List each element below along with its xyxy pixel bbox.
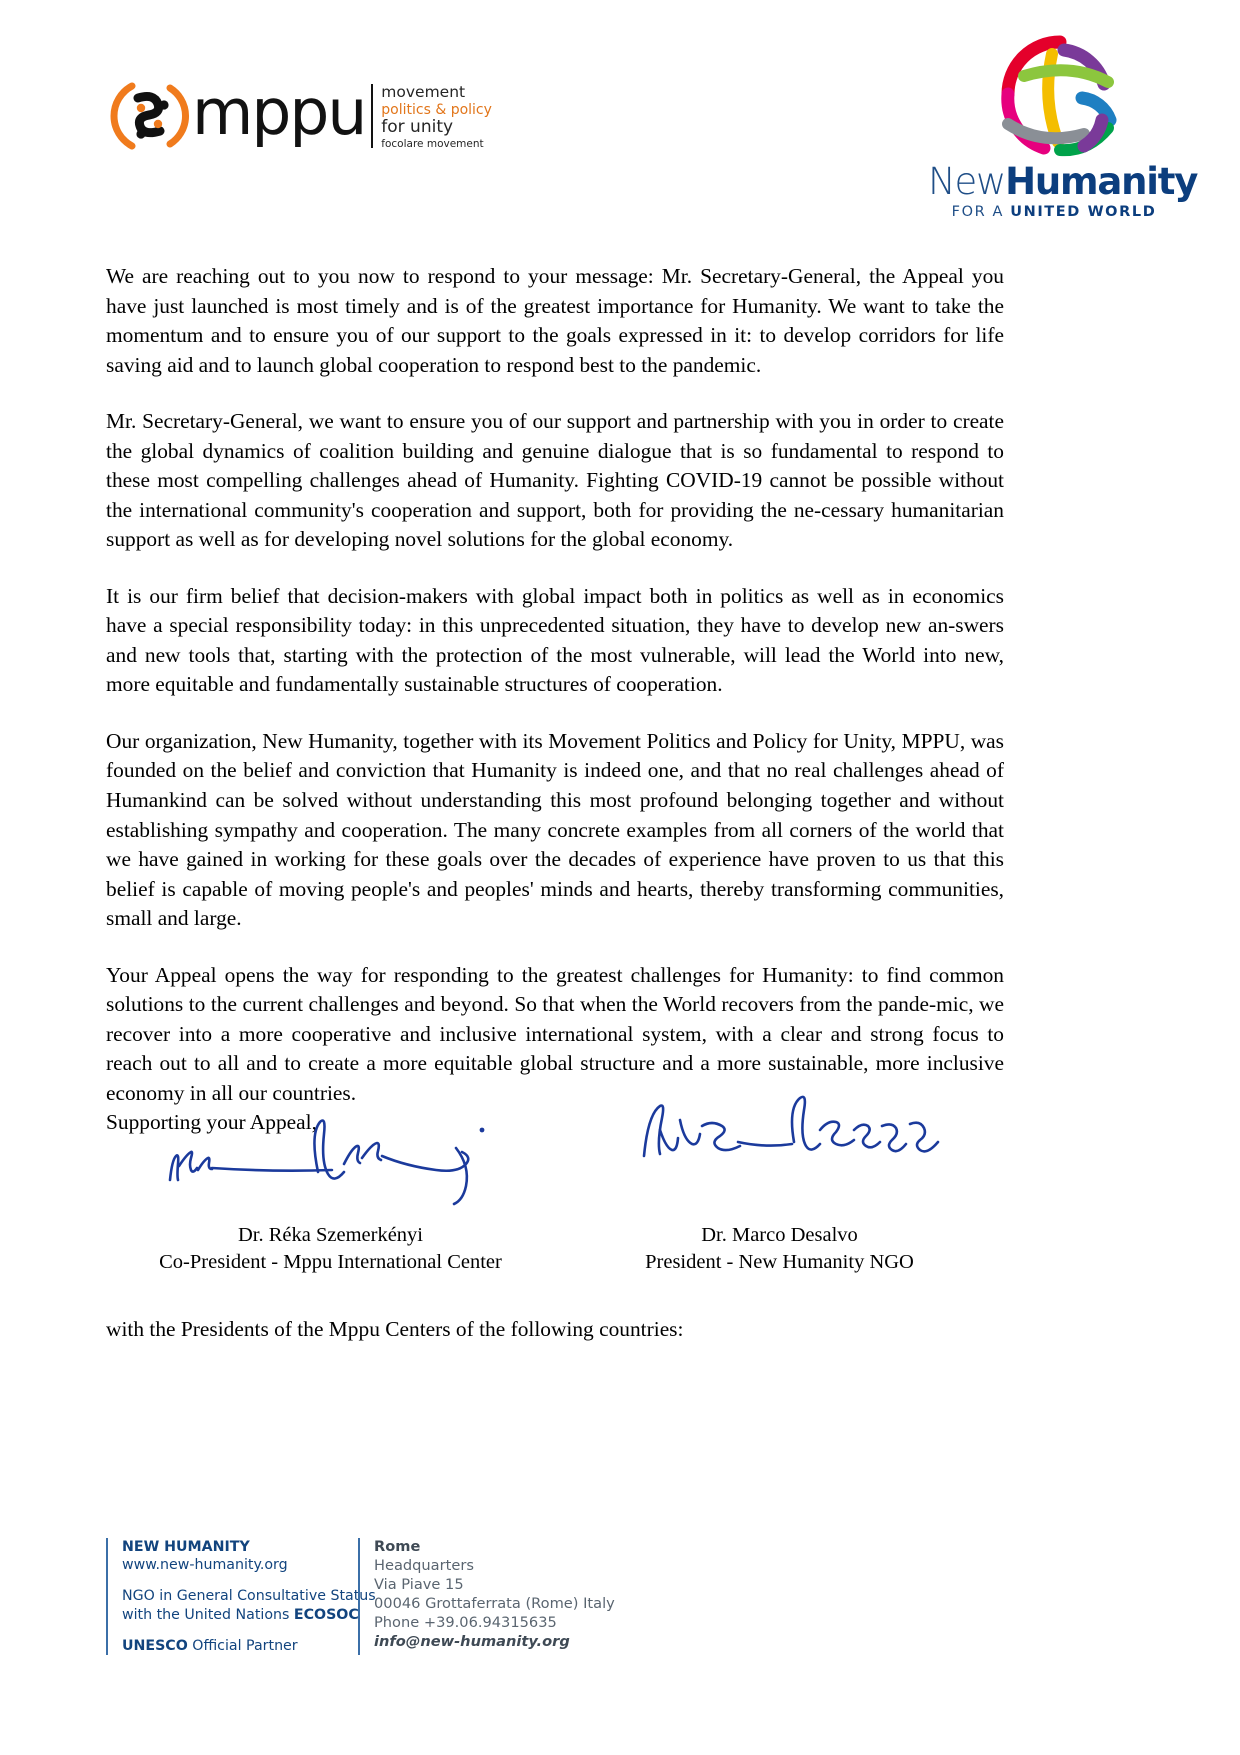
footer-status-ecosoc: ECOSOC [293, 1606, 359, 1623]
signatory-block [555, 1222, 1004, 1276]
footer-org-name: NEW HUMANITY [122, 1539, 250, 1555]
new-humanity-subtitle [928, 204, 1180, 220]
footer-status-line-2 [122, 1606, 359, 1624]
letter-paragraph: It is our firm belief that decision-makers with global impact both in politics as well as in economics have a special responsibility today: in this unprecedented situation, they have to develop new an-swers and new tools that, starting with the protection of the most vulnerable, will lead the World into new, more equitable and fundamentally sustainable structures of cooperation. [106, 583, 1004, 697]
mppu-tagline-line-1: movement [381, 82, 466, 101]
footer-status-line-2-plain: with the United Nations [122, 1606, 294, 1623]
mppu-logo [108, 78, 492, 154]
new-humanity-subtitle-light: FOR A [951, 204, 1011, 220]
mppu-wordmark: mppu [192, 76, 366, 150]
page-footer [106, 1538, 1106, 1655]
signatory-names [106, 1222, 1004, 1276]
letter-paragraph: Mr. Secretary-General, we want to ensure you of our support and partnership with you in order to create the global dynamics of coalition building and genuine dialogue that is so fundamental to respond to these most compelling challenges ahead of Humanity. Fighting COVID-19 cannot be possible without the international community's cooperation and support, both for providing the ne-cessary humanitarian support as well as for developing novel solutions for the global economy. [106, 409, 1004, 552]
signatory-name: Dr. Marco Desalvo [701, 1224, 858, 1246]
letter-paragraph: We are reaching out to you now to respond to your message: Mr. Secretary-General, the Appeal you have just launched is most timely and is of the greatest importance for Humanity. We want to take the momentum and to ensure you of our support to the goals expressed in it: to develop corridors for life saving aid and to launch global cooperation to respond best to the pandemic. [106, 264, 1004, 377]
footer-unesco-line [122, 1637, 338, 1655]
footer-org-website[interactable]: www.new-humanity.org [122, 1557, 288, 1574]
footer-address-email[interactable]: info@new-humanity.org [374, 1632, 570, 1650]
signatory-title: Co-President - Mppu International Center [159, 1251, 502, 1274]
footer-address-city: Rome [374, 1538, 421, 1555]
mppu-tagline-line-4: focolare movement [381, 137, 484, 150]
letter-paragraph: Your Appeal opens the way for responding to the greatest challenges for Humanity: to find common solutions to the current challenges and beyond. So that when the World recovers from the pande-mic, we recover into a more cooperative and inclusive international system, with a clear and strong focus to reach out to all and to create a more equitable global structure and a more sustainable, more inclusive economy in all our countries. [106, 962, 1004, 1105]
new-humanity-globe-icon [964, 28, 1144, 166]
mppu-tagline-line-2: politics & policy [381, 101, 492, 118]
footer-address-column [358, 1538, 704, 1655]
letter-body [106, 262, 1004, 1138]
footer-address-office: Headquarters [374, 1556, 474, 1574]
signatory-block [106, 1222, 555, 1276]
footer-status-line-1: NGO in General Consultative Status [122, 1588, 376, 1605]
letter-closing: Supporting your Appeal, [106, 1110, 317, 1135]
footer-address-street: Via Piave 15 [374, 1575, 464, 1593]
signature-marco-desalvo [626, 1090, 956, 1200]
footer-unesco-bold: UNESCO [122, 1637, 188, 1654]
footer-unesco-plain: Official Partner [187, 1637, 298, 1654]
footer-org-status [122, 1587, 376, 1623]
mppu-tagline-line-3: for unity [381, 117, 454, 138]
footer-address-phone: Phone +39.06.94315635 [374, 1613, 557, 1631]
letterhead [0, 0, 1240, 245]
new-humanity-subtitle-bold: UNITED WORLD [1010, 204, 1157, 220]
mppu-tagline [381, 82, 492, 150]
new-humanity-logo [928, 28, 1198, 220]
footer-org-identity [122, 1538, 338, 1574]
footer-org-unesco [122, 1637, 338, 1655]
signature-reka-szemerkenyi [146, 1108, 526, 1228]
signatory-title: President - New Humanity NGO [645, 1251, 914, 1274]
footer-address-locality: 00046 Grottaferrata (Rome) Italy [374, 1594, 615, 1612]
new-humanity-word-humanity: Humanity [1005, 160, 1198, 203]
new-humanity-word-new: New [928, 160, 1006, 203]
signatory-name: Dr. Réka Szemerkényi [237, 1224, 423, 1246]
new-humanity-wordmark [928, 160, 1198, 203]
with-presidents-note: with the Presidents of the Mppu Centers of the following countries: [106, 1317, 684, 1341]
mppu-emblem-icon [108, 78, 194, 154]
mppu-divider [371, 84, 373, 148]
footer-org-column [106, 1538, 376, 1655]
letter-paragraph: Our organization, New Humanity, together with its Movement Politics and Policy for Unity, MPPU, was founded on the belief and conviction that Humanity is indeed one, and that no real challenges ahead of Humankind can be solved without understanding this most profound belonging together and without establishing sympathy and cooperation. The many concrete examples from all corners of the world that we have gained in working for these goals over the decades of experience have proven to us that this belief is capable of moving people's and peoples' minds and hearts, thereby transforming communities, small and large. [106, 728, 1004, 931]
